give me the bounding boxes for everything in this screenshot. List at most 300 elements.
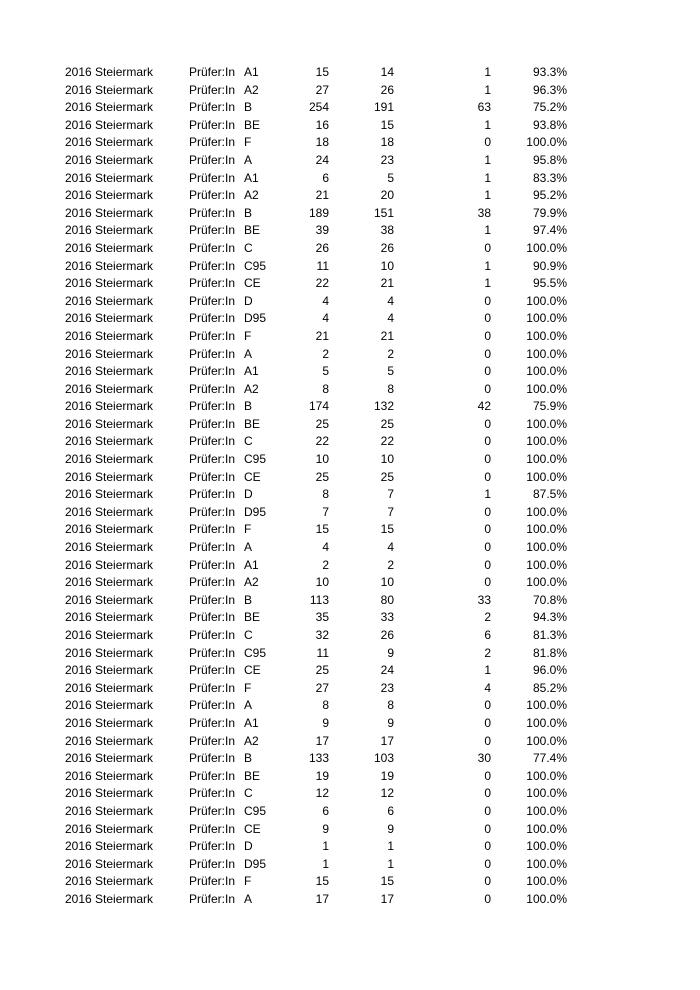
cell-year-region: 2016 Steiermark xyxy=(65,117,154,132)
cell-year-region: 2016 Steiermark xyxy=(65,416,154,431)
cell-total: 35 xyxy=(315,610,329,625)
cell-year-region: 2016 Steiermark xyxy=(65,540,154,555)
cell-year-region: 2016 Steiermark xyxy=(65,733,154,748)
table-row xyxy=(0,381,700,399)
cell-pass-rate: 95.5% xyxy=(532,276,567,291)
cell-role: Prüfer:In xyxy=(189,610,236,625)
cell-total: 17 xyxy=(315,891,329,906)
cell-license-class: D95 xyxy=(244,504,267,519)
cell-year-region: 2016 Steiermark xyxy=(65,751,154,766)
cell-passed: 80 xyxy=(380,592,394,607)
cell-year-region: 2016 Steiermark xyxy=(65,152,154,167)
cell-passed: 15 xyxy=(380,874,394,889)
cell-total: 8 xyxy=(322,698,329,713)
cell-license-class: B xyxy=(244,751,253,766)
table-row xyxy=(0,346,700,364)
cell-role: Prüfer:In xyxy=(189,592,236,607)
table-row xyxy=(0,891,700,909)
table-row xyxy=(0,134,700,152)
table-row xyxy=(0,803,700,821)
cell-passed: 23 xyxy=(380,680,394,695)
cell-license-class: F xyxy=(244,522,252,537)
cell-passed: 25 xyxy=(380,416,394,431)
cell-license-class: CE xyxy=(244,663,261,678)
cell-failed: 0 xyxy=(484,346,491,361)
cell-passed: 6 xyxy=(387,803,394,818)
table-row xyxy=(0,222,700,240)
cell-passed: 9 xyxy=(387,821,394,836)
cell-passed: 5 xyxy=(387,170,394,185)
cell-pass-rate: 100.0% xyxy=(526,856,567,871)
table-row xyxy=(0,821,700,839)
cell-year-region: 2016 Steiermark xyxy=(65,346,154,361)
cell-passed: 10 xyxy=(380,258,394,273)
cell-passed: 1 xyxy=(387,856,394,871)
cell-license-class: CE xyxy=(244,469,261,484)
table-row xyxy=(0,363,700,381)
cell-total: 15 xyxy=(315,522,329,537)
cell-license-class: A2 xyxy=(244,188,259,203)
cell-pass-rate: 100.0% xyxy=(526,311,567,326)
cell-failed: 42 xyxy=(477,399,491,414)
cell-pass-rate: 100.0% xyxy=(526,135,567,150)
cell-year-region: 2016 Steiermark xyxy=(65,469,154,484)
cell-license-class: F xyxy=(244,135,252,150)
cell-pass-rate: 93.8% xyxy=(532,117,567,132)
cell-pass-rate: 100.0% xyxy=(526,698,567,713)
cell-failed: 1 xyxy=(484,65,491,79)
cell-role: Prüfer:In xyxy=(189,663,236,678)
table-row xyxy=(0,645,700,663)
cell-passed: 9 xyxy=(387,645,394,660)
cell-role: Prüfer:In xyxy=(189,381,236,396)
cell-pass-rate: 81.3% xyxy=(532,628,567,642)
cell-license-class: C95 xyxy=(244,452,267,467)
cell-pass-rate: 100.0% xyxy=(526,293,567,308)
cell-total: 22 xyxy=(315,434,329,449)
cell-role: Prüfer:In xyxy=(189,100,236,115)
cell-year-region: 2016 Steiermark xyxy=(65,768,154,783)
cell-pass-rate: 96.0% xyxy=(532,663,567,678)
cell-total: 189 xyxy=(308,205,329,220)
cell-role: Prüfer:In xyxy=(189,65,236,79)
cell-pass-rate: 100.0% xyxy=(526,891,567,906)
table-row xyxy=(0,680,700,698)
cell-year-region: 2016 Steiermark xyxy=(65,170,154,185)
cell-pass-rate: 70.8% xyxy=(532,592,567,607)
cell-license-class: B xyxy=(244,399,253,414)
cell-year-region: 2016 Steiermark xyxy=(65,628,154,642)
cell-year-region: 2016 Steiermark xyxy=(65,557,154,572)
cell-passed: 22 xyxy=(380,434,394,449)
cell-failed: 0 xyxy=(484,364,491,379)
cell-passed: 17 xyxy=(380,891,394,906)
cell-year-region: 2016 Steiermark xyxy=(65,434,154,449)
table-row xyxy=(0,715,700,733)
cell-role: Prüfer:In xyxy=(189,575,236,590)
cell-year-region: 2016 Steiermark xyxy=(65,223,154,238)
table-row xyxy=(0,451,700,469)
cell-passed: 19 xyxy=(380,768,394,783)
cell-year-region: 2016 Steiermark xyxy=(65,575,154,590)
cell-failed: 0 xyxy=(484,434,491,449)
cell-pass-rate: 100.0% xyxy=(526,240,567,255)
cell-year-region: 2016 Steiermark xyxy=(65,276,154,291)
cell-passed: 9 xyxy=(387,715,394,730)
cell-pass-rate: 96.3% xyxy=(532,82,567,97)
cell-license-class: CE xyxy=(244,276,261,291)
cell-passed: 15 xyxy=(380,117,394,132)
cell-role: Prüfer:In xyxy=(189,328,236,343)
cell-passed: 38 xyxy=(380,223,394,238)
table-row xyxy=(0,838,700,856)
cell-license-class: B xyxy=(244,205,253,220)
cell-pass-rate: 100.0% xyxy=(526,452,567,467)
cell-license-class: BE xyxy=(244,117,261,132)
cell-pass-rate: 100.0% xyxy=(526,434,567,449)
cell-license-class: C xyxy=(244,240,253,255)
cell-year-region: 2016 Steiermark xyxy=(65,205,154,220)
cell-pass-rate: 95.2% xyxy=(532,188,567,203)
cell-pass-rate: 100.0% xyxy=(526,768,567,783)
cell-total: 25 xyxy=(315,469,329,484)
cell-year-region: 2016 Steiermark xyxy=(65,891,154,906)
table-row xyxy=(0,240,700,258)
cell-year-region: 2016 Steiermark xyxy=(65,680,154,695)
cell-license-class: D xyxy=(244,839,253,854)
cell-license-class: A xyxy=(244,540,253,555)
cell-role: Prüfer:In xyxy=(189,504,236,519)
cell-license-class: A xyxy=(244,698,253,713)
cell-year-region: 2016 Steiermark xyxy=(65,592,154,607)
cell-passed: 23 xyxy=(380,152,394,167)
cell-role: Prüfer:In xyxy=(189,715,236,730)
cell-license-class: A xyxy=(244,152,253,167)
cell-failed: 0 xyxy=(484,803,491,818)
cell-total: 1 xyxy=(322,856,329,871)
cell-passed: 8 xyxy=(387,698,394,713)
cell-total: 9 xyxy=(322,821,329,836)
table-row xyxy=(0,433,700,451)
cell-role: Prüfer:In xyxy=(189,645,236,660)
cell-license-class: A2 xyxy=(244,733,259,748)
cell-failed: 1 xyxy=(484,223,491,238)
table-row xyxy=(0,258,700,276)
cell-total: 17 xyxy=(315,733,329,748)
cell-passed: 14 xyxy=(380,65,394,79)
cell-passed: 151 xyxy=(373,205,394,220)
cell-license-class: F xyxy=(244,874,252,889)
table-row xyxy=(0,856,700,874)
cell-failed: 33 xyxy=(477,592,491,607)
cell-pass-rate: 83.3% xyxy=(532,170,567,185)
cell-role: Prüfer:In xyxy=(189,786,236,801)
cell-license-class: C xyxy=(244,786,253,801)
cell-total: 25 xyxy=(315,663,329,678)
cell-pass-rate: 90.9% xyxy=(532,258,567,273)
cell-total: 19 xyxy=(315,768,329,783)
cell-failed: 1 xyxy=(484,258,491,273)
cell-failed: 2 xyxy=(484,645,491,660)
cell-total: 11 xyxy=(316,645,329,660)
cell-license-class: C xyxy=(244,628,253,642)
cell-total: 16 xyxy=(315,117,329,132)
cell-year-region: 2016 Steiermark xyxy=(65,487,154,502)
cell-license-class: BE xyxy=(244,223,261,238)
cell-year-region: 2016 Steiermark xyxy=(65,698,154,713)
cell-passed: 5 xyxy=(387,364,394,379)
cell-passed: 18 xyxy=(380,135,394,150)
cell-year-region: 2016 Steiermark xyxy=(65,293,154,308)
table-row xyxy=(0,82,700,100)
cell-total: 21 xyxy=(315,328,329,343)
cell-failed: 0 xyxy=(484,293,491,308)
cell-failed: 0 xyxy=(484,416,491,431)
cell-failed: 30 xyxy=(477,751,491,766)
cell-year-region: 2016 Steiermark xyxy=(65,663,154,678)
cell-year-region: 2016 Steiermark xyxy=(65,610,154,625)
cell-passed: 17 xyxy=(380,733,394,748)
cell-failed: 0 xyxy=(484,540,491,555)
cell-total: 11 xyxy=(316,258,329,273)
cell-total: 15 xyxy=(315,65,329,79)
cell-license-class: A2 xyxy=(244,575,259,590)
cell-failed: 0 xyxy=(484,891,491,906)
table-row xyxy=(0,539,700,557)
cell-failed: 0 xyxy=(484,469,491,484)
cell-role: Prüfer:In xyxy=(189,874,236,889)
cell-passed: 15 xyxy=(380,522,394,537)
cell-year-region: 2016 Steiermark xyxy=(65,82,154,97)
cell-passed: 25 xyxy=(380,469,394,484)
cell-role: Prüfer:In xyxy=(189,891,236,906)
table-row xyxy=(0,768,700,786)
cell-total: 1 xyxy=(322,839,329,854)
cell-total: 25 xyxy=(315,416,329,431)
cell-license-class: D95 xyxy=(244,856,267,871)
cell-role: Prüfer:In xyxy=(189,839,236,854)
cell-passed: 2 xyxy=(387,346,394,361)
table-row xyxy=(0,170,700,188)
table-row xyxy=(0,152,700,170)
table-row xyxy=(0,733,700,751)
cell-pass-rate: 100.0% xyxy=(526,346,567,361)
cell-total: 27 xyxy=(315,680,329,695)
cell-pass-rate: 100.0% xyxy=(526,733,567,748)
table-row xyxy=(0,609,700,627)
cell-year-region: 2016 Steiermark xyxy=(65,522,154,537)
cell-failed: 0 xyxy=(484,381,491,396)
cell-total: 113 xyxy=(309,592,329,607)
cell-year-region: 2016 Steiermark xyxy=(65,100,154,115)
cell-total: 27 xyxy=(315,82,329,97)
cell-passed: 132 xyxy=(373,399,394,414)
cell-total: 8 xyxy=(322,381,329,396)
cell-failed: 0 xyxy=(484,135,491,150)
cell-passed: 12 xyxy=(380,786,394,801)
cell-total: 4 xyxy=(322,293,329,308)
cell-total: 24 xyxy=(315,152,329,167)
cell-year-region: 2016 Steiermark xyxy=(65,65,154,79)
cell-role: Prüfer:In xyxy=(189,311,236,326)
cell-year-region: 2016 Steiermark xyxy=(65,715,154,730)
cell-year-region: 2016 Steiermark xyxy=(65,452,154,467)
cell-pass-rate: 79.9% xyxy=(532,205,567,220)
cell-pass-rate: 87.5% xyxy=(532,487,567,502)
cell-failed: 0 xyxy=(484,874,491,889)
cell-total: 6 xyxy=(322,170,329,185)
cell-passed: 7 xyxy=(387,504,394,519)
cell-pass-rate: 100.0% xyxy=(526,557,567,572)
cell-license-class: A1 xyxy=(244,364,259,379)
cell-role: Prüfer:In xyxy=(189,540,236,555)
cell-pass-rate: 97.4% xyxy=(532,223,567,238)
cell-role: Prüfer:In xyxy=(189,698,236,713)
table-row xyxy=(0,187,700,205)
cell-failed: 0 xyxy=(484,557,491,572)
cell-passed: 33 xyxy=(380,610,394,625)
cell-pass-rate: 100.0% xyxy=(526,786,567,801)
cell-year-region: 2016 Steiermark xyxy=(65,786,154,801)
cell-pass-rate: 100.0% xyxy=(526,821,567,836)
cell-total: 12 xyxy=(315,786,329,801)
cell-failed: 1 xyxy=(484,170,491,185)
cell-year-region: 2016 Steiermark xyxy=(65,364,154,379)
cell-license-class: A1 xyxy=(244,557,259,572)
table-row xyxy=(0,873,700,891)
cell-total: 10 xyxy=(315,452,329,467)
cell-pass-rate: 100.0% xyxy=(526,803,567,818)
cell-role: Prüfer:In xyxy=(189,293,236,308)
cell-passed: 1 xyxy=(387,839,394,854)
cell-license-class: C95 xyxy=(244,803,267,818)
cell-role: Prüfer:In xyxy=(189,170,236,185)
cell-failed: 0 xyxy=(484,733,491,748)
cell-failed: 0 xyxy=(484,522,491,537)
cell-pass-rate: 100.0% xyxy=(526,575,567,590)
cell-pass-rate: 100.0% xyxy=(526,504,567,519)
table-row xyxy=(0,117,700,135)
cell-year-region: 2016 Steiermark xyxy=(65,188,154,203)
cell-failed: 63 xyxy=(477,100,491,115)
cell-license-class: A1 xyxy=(244,715,259,730)
table-row xyxy=(0,416,700,434)
cell-pass-rate: 100.0% xyxy=(526,381,567,396)
cell-passed: 21 xyxy=(380,328,394,343)
cell-role: Prüfer:In xyxy=(189,733,236,748)
cell-pass-rate: 85.2% xyxy=(532,680,567,695)
table-row xyxy=(0,275,700,293)
cell-year-region: 2016 Steiermark xyxy=(65,874,154,889)
cell-passed: 21 xyxy=(380,276,394,291)
cell-year-region: 2016 Steiermark xyxy=(65,839,154,854)
cell-license-class: B xyxy=(244,592,253,607)
table-row xyxy=(0,574,700,592)
cell-pass-rate: 100.0% xyxy=(526,328,567,343)
cell-year-region: 2016 Steiermark xyxy=(65,821,154,836)
cell-pass-rate: 100.0% xyxy=(526,715,567,730)
table-row xyxy=(0,504,700,522)
cell-failed: 1 xyxy=(484,487,491,502)
cell-pass-rate: 100.0% xyxy=(526,416,567,431)
table-row xyxy=(0,750,700,768)
cell-pass-rate: 77.4% xyxy=(532,751,567,766)
cell-role: Prüfer:In xyxy=(189,557,236,572)
cell-license-class: D xyxy=(244,487,253,502)
cell-failed: 0 xyxy=(484,715,491,730)
table-row xyxy=(0,557,700,575)
cell-failed: 2 xyxy=(484,610,491,625)
cell-role: Prüfer:In xyxy=(189,117,236,132)
cell-pass-rate: 100.0% xyxy=(526,522,567,537)
cell-passed: 4 xyxy=(387,540,394,555)
cell-role: Prüfer:In xyxy=(189,856,236,871)
cell-passed: 8 xyxy=(387,381,394,396)
cell-role: Prüfer:In xyxy=(189,821,236,836)
cell-role: Prüfer:In xyxy=(189,768,236,783)
cell-role: Prüfer:In xyxy=(189,135,236,150)
cell-failed: 0 xyxy=(484,575,491,590)
cell-year-region: 2016 Steiermark xyxy=(65,856,154,871)
table-row xyxy=(0,64,700,82)
cell-license-class: D xyxy=(244,293,253,308)
table-row xyxy=(0,205,700,223)
cell-year-region: 2016 Steiermark xyxy=(65,645,154,660)
cell-total: 4 xyxy=(322,540,329,555)
cell-year-region: 2016 Steiermark xyxy=(65,328,154,343)
cell-role: Prüfer:In xyxy=(189,469,236,484)
cell-license-class: BE xyxy=(244,416,261,431)
cell-pass-rate: 100.0% xyxy=(526,874,567,889)
cell-license-class: D95 xyxy=(244,311,267,326)
table-row xyxy=(0,398,700,416)
cell-role: Prüfer:In xyxy=(189,434,236,449)
cell-failed: 0 xyxy=(484,504,491,519)
cell-role: Prüfer:In xyxy=(189,452,236,467)
cell-failed: 1 xyxy=(484,117,491,132)
cell-role: Prüfer:In xyxy=(189,487,236,502)
cell-total: 15 xyxy=(315,874,329,889)
cell-total: 2 xyxy=(322,557,329,572)
cell-license-class: A1 xyxy=(244,170,259,185)
table-row xyxy=(0,785,700,803)
table-row xyxy=(0,662,700,680)
data-table xyxy=(0,64,700,909)
cell-pass-rate: 81.8% xyxy=(532,645,567,660)
cell-passed: 26 xyxy=(380,628,394,642)
cell-role: Prüfer:In xyxy=(189,628,236,642)
cell-role: Prüfer:In xyxy=(189,399,236,414)
cell-failed: 0 xyxy=(484,311,491,326)
cell-license-class: BE xyxy=(244,768,261,783)
cell-failed: 0 xyxy=(484,768,491,783)
cell-total: 7 xyxy=(322,504,329,519)
cell-pass-rate: 75.9% xyxy=(532,399,567,414)
cell-role: Prüfer:In xyxy=(189,205,236,220)
cell-total: 133 xyxy=(308,751,329,766)
table-row xyxy=(0,521,700,539)
cell-pass-rate: 94.3% xyxy=(532,610,567,625)
cell-passed: 10 xyxy=(380,452,394,467)
cell-total: 26 xyxy=(315,240,329,255)
cell-passed: 4 xyxy=(387,293,394,308)
cell-total: 10 xyxy=(315,575,329,590)
cell-pass-rate: 100.0% xyxy=(526,364,567,379)
cell-role: Prüfer:In xyxy=(189,258,236,273)
cell-total: 5 xyxy=(322,364,329,379)
cell-pass-rate: 100.0% xyxy=(526,839,567,854)
cell-passed: 2 xyxy=(387,557,394,572)
